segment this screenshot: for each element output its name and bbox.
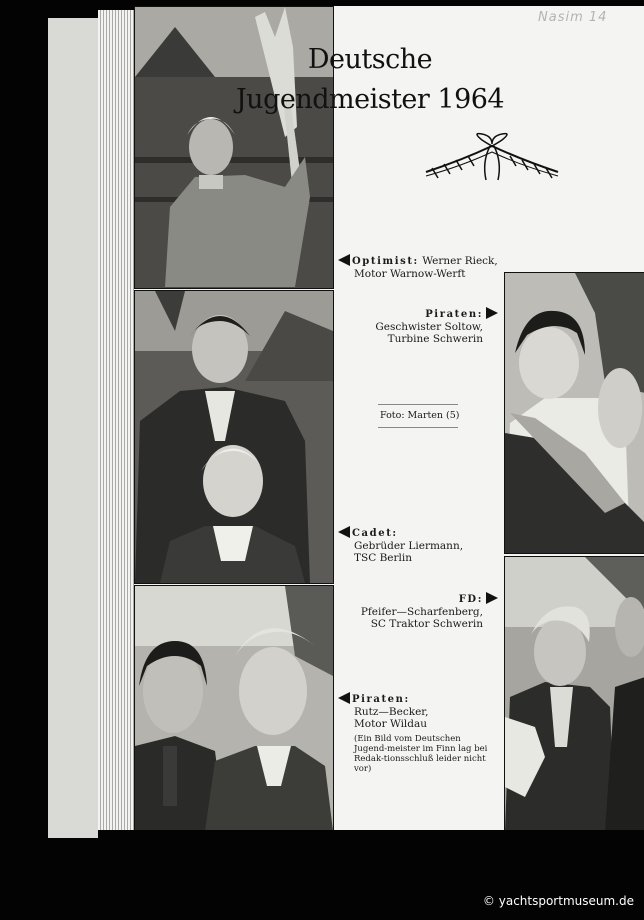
arrow-right-icon bbox=[486, 307, 498, 319]
caption-line2: Turbine Schwerin bbox=[387, 333, 483, 345]
arrow-right-icon bbox=[486, 592, 498, 604]
caption-line2: TSC Berlin bbox=[354, 552, 412, 564]
book-page-edges bbox=[98, 10, 134, 830]
page-title-line1: Deutsche bbox=[307, 44, 433, 75]
caption-line2: Motor Wildau bbox=[354, 718, 428, 730]
divider bbox=[378, 427, 458, 428]
class-label: Piraten: bbox=[425, 309, 483, 320]
class-label: Cadet: bbox=[352, 528, 398, 539]
class-label: FD: bbox=[458, 594, 483, 605]
caption-cadet bbox=[338, 526, 498, 564]
caption-piraten-rutz bbox=[338, 692, 508, 774]
page-title-line2: Jugendmeister 1964 bbox=[235, 84, 505, 115]
caption-line2: SC Traktor Schwerin bbox=[370, 618, 483, 630]
garland-ornament bbox=[422, 132, 562, 192]
photo-piraten-rutz-becker bbox=[134, 585, 334, 830]
photo-credit: Foto: Marten (5) bbox=[380, 410, 460, 421]
caption-optimist bbox=[338, 254, 513, 280]
photo-cadet-winners bbox=[134, 290, 334, 584]
class-label: Piraten: bbox=[352, 694, 410, 705]
caption-note: (Ein Bild vom Deutschen Jugend-meister im Finn lag bei Redak-tionsschluß leider nicht vor) bbox=[354, 734, 488, 774]
photo-fd-winners bbox=[504, 556, 644, 830]
caption-fd bbox=[345, 592, 498, 630]
caption-piraten-soltow bbox=[350, 307, 498, 345]
arrow-left-icon bbox=[338, 692, 350, 704]
class-label: Optimist: bbox=[352, 256, 419, 267]
caption-line1: Werner Rieck, bbox=[422, 255, 498, 267]
photo-piraten-soltow bbox=[504, 272, 644, 554]
divider bbox=[378, 404, 458, 405]
caption-line1: Pfeifer—Scharfenberg, bbox=[360, 606, 483, 618]
copyright-notice: © yachtsportmuseum.de bbox=[482, 894, 634, 908]
caption-line1: Rutz—Becker, bbox=[354, 706, 429, 718]
book-board-left bbox=[48, 18, 98, 838]
caption-line1: Gebrüder Liermann, bbox=[354, 540, 464, 552]
pencil-note: Nasim 14 bbox=[538, 10, 608, 25]
arrow-left-icon bbox=[338, 526, 350, 538]
caption-line1: Geschwister Soltow, bbox=[375, 321, 483, 333]
caption-line2: Motor Warnow-Werft bbox=[354, 268, 466, 280]
arrow-left-icon bbox=[338, 254, 350, 266]
